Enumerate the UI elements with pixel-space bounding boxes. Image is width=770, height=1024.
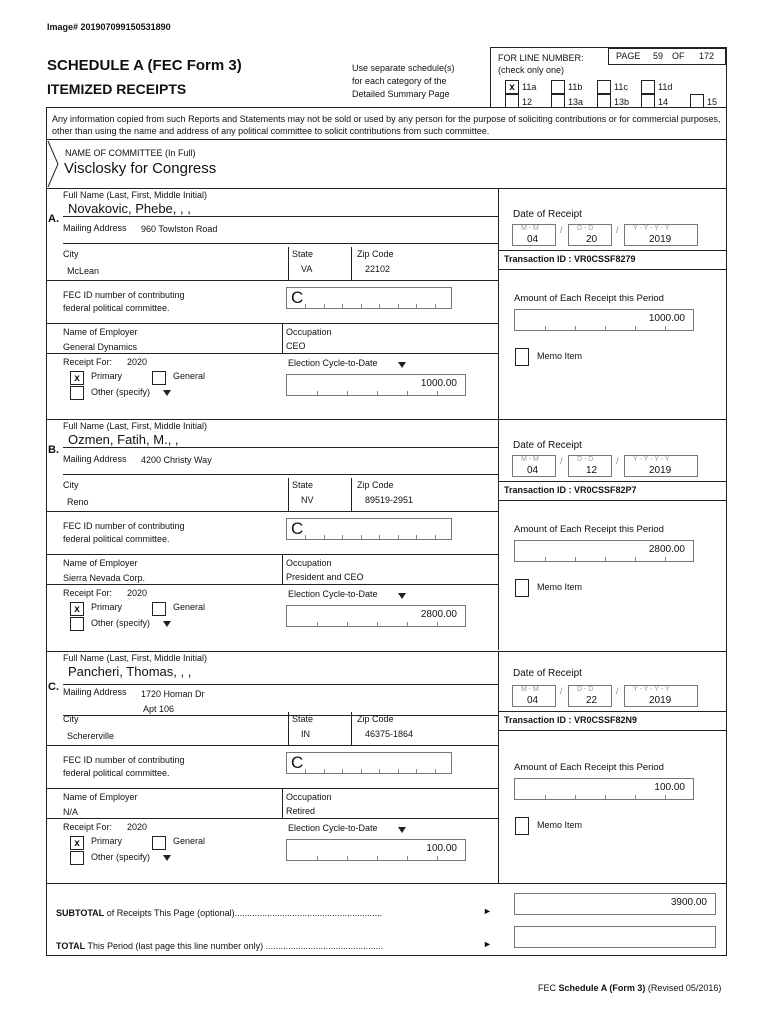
page-total: 172 bbox=[699, 51, 715, 61]
entry-a bbox=[0, 189, 770, 419]
fec-id-label: FEC ID number of contributing federal political committee. bbox=[63, 755, 185, 778]
total-label: This Period (last page this line number only) ............................................... bbox=[87, 941, 384, 951]
field-tick bbox=[342, 769, 343, 773]
amount-label: Amount of Each Receipt this Period bbox=[514, 762, 664, 773]
other-dropdown-icon[interactable] bbox=[163, 390, 171, 396]
field-tick bbox=[317, 622, 318, 626]
primary-checkbox[interactable]: x bbox=[70, 371, 84, 385]
employer-topline bbox=[46, 323, 498, 324]
employer-label: Name of Employer bbox=[63, 327, 138, 337]
line-11c-checkbox[interactable] bbox=[597, 80, 611, 94]
employer-value: N/A bbox=[63, 807, 79, 817]
field-tick bbox=[317, 391, 318, 395]
fec-id-prefix: C bbox=[291, 753, 304, 772]
occupation-value: President and CEO bbox=[286, 572, 364, 582]
totals-divider bbox=[46, 883, 727, 884]
transaction-id: Transaction ID : VR0CSSF82P7 bbox=[504, 485, 637, 495]
city-label: City bbox=[63, 714, 79, 724]
committee-name: Visclosky for Congress bbox=[64, 160, 217, 177]
field-tick bbox=[435, 535, 436, 539]
amount-label: Amount of Each Receipt this Period bbox=[514, 293, 664, 304]
address-underline bbox=[63, 715, 498, 716]
employer-value: Sierra Nevada Corp. bbox=[63, 573, 146, 583]
month-hint: M - M bbox=[521, 686, 539, 693]
state-label: State bbox=[292, 480, 314, 490]
field-tick bbox=[605, 326, 606, 330]
total-row bbox=[56, 941, 383, 951]
committee-label: NAME OF COMMITTEE (In Full) bbox=[65, 148, 196, 158]
date-underline bbox=[498, 250, 727, 251]
address-line-1: 1720 Homan Dr bbox=[141, 689, 205, 699]
city-value: McLean bbox=[67, 266, 100, 276]
page-number: 59 bbox=[653, 51, 664, 61]
year-field[interactable] bbox=[624, 455, 698, 477]
primary-label: Primary bbox=[91, 836, 122, 846]
cycle-to-date-field bbox=[286, 605, 466, 627]
image-id: Image# 201907099150531890 bbox=[47, 22, 171, 32]
occupation-divider bbox=[282, 323, 283, 353]
other-dropdown-icon[interactable] bbox=[163, 621, 171, 627]
other-dropdown-icon[interactable] bbox=[163, 855, 171, 861]
fec-id-field[interactable] bbox=[286, 287, 452, 309]
day-hint: D - D bbox=[577, 456, 594, 463]
zip-divider bbox=[351, 247, 352, 281]
subtotal-bold: SUBTOTAL bbox=[56, 908, 105, 918]
line-13a-checkbox[interactable] bbox=[551, 94, 565, 108]
line-11d-checkbox[interactable] bbox=[641, 80, 655, 94]
city-underline bbox=[46, 745, 498, 746]
page-of: OF bbox=[672, 51, 685, 61]
date-slash-2: / bbox=[616, 456, 619, 466]
zip-divider bbox=[351, 478, 352, 512]
state-value: IN bbox=[301, 729, 310, 739]
entry-c bbox=[0, 652, 770, 882]
field-tick bbox=[305, 769, 306, 773]
general-label: General bbox=[173, 602, 206, 612]
cycle-dropdown-icon[interactable] bbox=[398, 362, 406, 368]
employer-topline bbox=[46, 554, 498, 555]
occupation-divider bbox=[282, 788, 283, 818]
cycle-dropdown-icon[interactable] bbox=[398, 593, 406, 599]
field-tick bbox=[377, 391, 378, 395]
memo-item-checkbox[interactable] bbox=[515, 817, 529, 835]
right-column-divider bbox=[498, 420, 499, 650]
field-tick bbox=[575, 326, 576, 330]
city-value: Schererville bbox=[67, 731, 115, 741]
field-tick bbox=[407, 856, 408, 860]
cycle-dropdown-icon[interactable] bbox=[398, 827, 406, 833]
primary-label: Primary bbox=[91, 602, 122, 612]
field-tick bbox=[305, 535, 306, 539]
day-hint: D - D bbox=[577, 225, 594, 232]
date-of-receipt-label: Date of Receipt bbox=[513, 209, 582, 220]
other-label: Other (specify) bbox=[91, 387, 151, 397]
line-15-label: 15 bbox=[707, 97, 718, 107]
field-tick bbox=[398, 304, 399, 308]
day-hint: D - D bbox=[577, 686, 594, 693]
cycle-to-date-field bbox=[286, 839, 466, 861]
memo-item-label: Memo Item bbox=[537, 351, 583, 361]
year-value: 2019 bbox=[649, 234, 672, 245]
field-tick bbox=[324, 304, 325, 308]
field-tick bbox=[407, 622, 408, 626]
year-field[interactable] bbox=[624, 685, 698, 707]
entry-letter: B. bbox=[48, 444, 59, 456]
election-cycle-label: Election Cycle-to-Date bbox=[288, 358, 378, 368]
name-underline bbox=[63, 216, 498, 217]
month-value: 04 bbox=[527, 234, 539, 245]
city-underline bbox=[46, 511, 498, 512]
subtotal-arrow: ► bbox=[483, 906, 492, 916]
state-value: VA bbox=[301, 264, 313, 274]
month-field[interactable] bbox=[512, 685, 556, 707]
city-value: Reno bbox=[67, 497, 89, 507]
year-field[interactable] bbox=[624, 224, 698, 246]
field-tick bbox=[347, 622, 348, 626]
amount-field bbox=[514, 309, 694, 331]
field-tick bbox=[665, 557, 666, 561]
line-12-checkbox[interactable] bbox=[505, 94, 519, 108]
field-tick bbox=[545, 326, 546, 330]
date-of-receipt-label: Date of Receipt bbox=[513, 440, 582, 451]
total-arrow: ► bbox=[483, 939, 492, 949]
footer-form: Schedule A (Form 3) bbox=[558, 983, 646, 993]
field-tick bbox=[398, 769, 399, 773]
field-tick bbox=[305, 304, 306, 308]
year-hint: Y - Y - Y - Y bbox=[633, 225, 670, 232]
entry-letter: C. bbox=[48, 681, 59, 693]
field-tick bbox=[437, 622, 438, 626]
field-tick bbox=[361, 535, 362, 539]
receipt-for-label: Receipt For: bbox=[63, 588, 113, 598]
contributor-name: Pancheri, Thomas, , , bbox=[68, 664, 192, 679]
field-tick bbox=[324, 535, 325, 539]
receipt-for-year: 2020 bbox=[127, 357, 148, 367]
field-tick bbox=[435, 304, 436, 308]
occupation-label: Occupation bbox=[286, 558, 332, 568]
zip-value: 89519-2951 bbox=[365, 495, 414, 505]
field-tick bbox=[379, 304, 380, 308]
mailing-address-label: Mailing Address bbox=[63, 454, 127, 464]
primary-label: Primary bbox=[91, 371, 122, 381]
date-underline bbox=[498, 711, 727, 712]
fec-id-field[interactable] bbox=[286, 518, 452, 540]
line-13a-label: 13a bbox=[568, 97, 584, 107]
month-field[interactable] bbox=[512, 224, 556, 246]
amount-value: 100.00 bbox=[654, 782, 685, 793]
subtotal-value: 3900.00 bbox=[670, 897, 707, 908]
line-14-label: 14 bbox=[658, 97, 669, 107]
year-hint: Y - Y - Y - Y bbox=[633, 456, 670, 463]
city-label: City bbox=[63, 249, 79, 259]
day-field[interactable] bbox=[568, 685, 612, 707]
line-11a-label: 11a bbox=[522, 82, 537, 92]
other-label: Other (specify) bbox=[91, 852, 151, 862]
fec-id-prefix: C bbox=[291, 519, 304, 538]
occupation-divider bbox=[282, 554, 283, 584]
subtotal-box bbox=[514, 893, 716, 915]
field-tick bbox=[575, 795, 576, 799]
field-tick bbox=[605, 557, 606, 561]
month-value: 04 bbox=[527, 465, 539, 476]
state-divider bbox=[288, 247, 289, 281]
employer-underline bbox=[46, 584, 498, 585]
contributor-name: Novakovic, Phebe, , , bbox=[68, 201, 191, 216]
field-tick bbox=[605, 795, 606, 799]
date-slash-1: / bbox=[560, 225, 563, 235]
address-line-2: Apt 106 bbox=[143, 704, 175, 714]
employer-value: General Dynamics bbox=[63, 342, 138, 352]
day-value: 22 bbox=[586, 695, 598, 706]
field-tick bbox=[324, 769, 325, 773]
disclaimer-divider bbox=[46, 139, 727, 140]
general-label: General bbox=[173, 371, 206, 381]
field-tick bbox=[575, 557, 576, 561]
transaction-underline bbox=[498, 500, 727, 501]
year-value: 2019 bbox=[649, 465, 672, 476]
occupation-label: Occupation bbox=[286, 792, 332, 802]
fec-id-label: FEC ID number of contributing federal political committee. bbox=[63, 290, 185, 313]
entry-letter: A. bbox=[48, 213, 59, 225]
field-tick bbox=[379, 769, 380, 773]
state-value: NV bbox=[301, 495, 314, 505]
day-value: 12 bbox=[586, 465, 598, 476]
general-label: General bbox=[173, 836, 206, 846]
footer-prefix: FEC bbox=[538, 983, 556, 993]
footer-revised: (Revised 05/2016) bbox=[647, 983, 722, 993]
city-underline bbox=[46, 280, 498, 281]
amount-value: 1000.00 bbox=[648, 313, 685, 324]
mailing-address-label: Mailing Address bbox=[63, 223, 127, 233]
transaction-underline bbox=[498, 730, 727, 731]
fec-id-label: FEC ID number of contributing federal political committee. bbox=[63, 521, 185, 544]
zip-value: 22102 bbox=[365, 264, 391, 274]
address-line-1: 960 Towlston Road bbox=[141, 224, 218, 234]
day-field[interactable] bbox=[568, 455, 612, 477]
instructions-text: Use separate schedule(s) for each category of the Detailed Summary Page bbox=[352, 63, 455, 99]
year-hint: Y - Y - Y - Y bbox=[633, 686, 670, 693]
date-slash-2: / bbox=[616, 225, 619, 235]
election-cycle-label: Election Cycle-to-Date bbox=[288, 823, 378, 833]
other-checkbox[interactable] bbox=[70, 851, 84, 865]
total-bold: TOTAL bbox=[56, 941, 86, 951]
memo-item-checkbox[interactable] bbox=[515, 579, 529, 597]
field-tick bbox=[416, 304, 417, 308]
schedule-title: SCHEDULE A (FEC Form 3) bbox=[47, 57, 242, 74]
receipt-for-year: 2020 bbox=[127, 588, 148, 598]
employer-label: Name of Employer bbox=[63, 792, 138, 802]
disclaimer: Any information copied from such Reports and Statements may not be sold or used by any person for the purpose of soliciting contributions or for commercial purposes, other than using the name and address of any political committee to solicit contributions from such committee. bbox=[52, 114, 721, 136]
zip-label: Zip Code bbox=[357, 480, 394, 490]
month-value: 04 bbox=[527, 695, 539, 706]
itemized-receipts-title: ITEMIZED RECEIPTS bbox=[47, 81, 187, 97]
memo-item-label: Memo Item bbox=[537, 582, 583, 592]
field-tick bbox=[635, 326, 636, 330]
employer-underline bbox=[46, 818, 498, 819]
frame-bottom bbox=[46, 955, 727, 956]
total-box bbox=[514, 926, 716, 948]
field-tick bbox=[361, 304, 362, 308]
receipt-for-label: Receipt For: bbox=[63, 357, 113, 367]
field-tick bbox=[377, 856, 378, 860]
contributor-name: Ozmen, Fatih, M., , bbox=[68, 432, 179, 447]
subtotal-row bbox=[56, 908, 382, 918]
state-label: State bbox=[292, 714, 314, 724]
amount-label: Amount of Each Receipt this Period bbox=[514, 524, 664, 535]
full-name-label: Full Name (Last, First, Middle Initial) bbox=[63, 653, 208, 663]
date-slash-2: / bbox=[616, 686, 619, 696]
address-underline bbox=[63, 474, 498, 475]
state-divider bbox=[288, 712, 289, 746]
frame-top bbox=[46, 107, 727, 108]
month-field[interactable] bbox=[512, 455, 556, 477]
line-14-checkbox[interactable] bbox=[641, 94, 655, 108]
employer-label: Name of Employer bbox=[63, 558, 138, 568]
field-tick bbox=[665, 795, 666, 799]
date-of-receipt-label: Date of Receipt bbox=[513, 668, 582, 679]
zip-value: 46375-1864 bbox=[365, 729, 414, 739]
line-number-label: FOR LINE NUMBER: bbox=[498, 53, 584, 63]
field-tick bbox=[437, 856, 438, 860]
occupation-value: Retired bbox=[286, 806, 316, 816]
fec-id-field[interactable] bbox=[286, 752, 452, 774]
field-tick bbox=[342, 304, 343, 308]
field-tick bbox=[545, 795, 546, 799]
line-13b-checkbox[interactable] bbox=[597, 94, 611, 108]
subtotal-label: of Receipts This Page (optional)........................................................... bbox=[106, 908, 383, 918]
date-slash-1: / bbox=[560, 686, 563, 696]
memo-item-checkbox[interactable] bbox=[515, 348, 529, 366]
primary-checkbox[interactable]: x bbox=[70, 602, 84, 616]
entry-b bbox=[0, 420, 770, 650]
field-tick bbox=[398, 535, 399, 539]
date-slash-1: / bbox=[560, 456, 563, 466]
line-11c-label: 11c bbox=[614, 82, 628, 92]
amount-field bbox=[514, 778, 694, 800]
committee-chevron bbox=[46, 139, 66, 189]
transaction-underline bbox=[498, 269, 727, 270]
general-checkbox[interactable] bbox=[152, 371, 166, 385]
line-11a-checkbox[interactable]: x bbox=[505, 80, 519, 94]
field-tick bbox=[317, 856, 318, 860]
check-only-one: (check only one) bbox=[498, 65, 565, 75]
zip-label: Zip Code bbox=[357, 714, 394, 724]
line-11d-label: 11d bbox=[658, 82, 673, 92]
zip-divider bbox=[351, 712, 352, 746]
line-11b-label: 11b bbox=[568, 82, 583, 92]
full-name-label: Full Name (Last, First, Middle Initial) bbox=[63, 190, 208, 200]
mailing-address-label: Mailing Address bbox=[63, 687, 127, 697]
day-field[interactable] bbox=[568, 224, 612, 246]
amount-value: 2800.00 bbox=[648, 544, 685, 555]
line-12-label: 12 bbox=[522, 97, 533, 107]
page-label: PAGE bbox=[616, 51, 641, 61]
line-11b-checkbox[interactable] bbox=[551, 80, 565, 94]
receipt-for-label: Receipt For: bbox=[63, 822, 113, 832]
field-tick bbox=[379, 535, 380, 539]
primary-checkbox[interactable]: x bbox=[70, 836, 84, 850]
amount-field bbox=[514, 540, 694, 562]
field-tick bbox=[416, 769, 417, 773]
general-checkbox[interactable] bbox=[152, 602, 166, 616]
field-tick bbox=[347, 391, 348, 395]
election-cycle-label: Election Cycle-to-Date bbox=[288, 589, 378, 599]
cycle-to-date-value: 1000.00 bbox=[420, 378, 457, 389]
employer-topline bbox=[46, 788, 498, 789]
month-hint: M - M bbox=[521, 456, 539, 463]
cycle-to-date-value: 100.00 bbox=[426, 843, 457, 854]
address-line-1: 4200 Christy Way bbox=[141, 455, 212, 465]
general-checkbox[interactable] bbox=[152, 836, 166, 850]
month-hint: M - M bbox=[521, 225, 539, 232]
transaction-id: Transaction ID : VR0CSSF82N9 bbox=[504, 715, 638, 725]
memo-item-label: Memo Item bbox=[537, 820, 583, 830]
year-value: 2019 bbox=[649, 695, 672, 706]
right-column-divider bbox=[498, 652, 499, 883]
day-value: 20 bbox=[586, 234, 598, 245]
full-name-label: Full Name (Last, First, Middle Initial) bbox=[63, 421, 208, 431]
cycle-to-date-field bbox=[286, 374, 466, 396]
field-tick bbox=[635, 795, 636, 799]
transaction-id: Transaction ID : VR0CSSF8279 bbox=[504, 254, 636, 264]
field-tick bbox=[665, 326, 666, 330]
field-tick bbox=[435, 769, 436, 773]
city-label: City bbox=[63, 480, 79, 490]
state-divider bbox=[288, 478, 289, 512]
state-label: State bbox=[292, 249, 314, 259]
other-label: Other (specify) bbox=[91, 618, 151, 628]
occupation-value: CEO bbox=[286, 341, 306, 351]
address-underline bbox=[63, 243, 498, 244]
field-tick bbox=[545, 557, 546, 561]
field-tick bbox=[377, 622, 378, 626]
right-column-divider bbox=[498, 189, 499, 419]
field-tick bbox=[407, 391, 408, 395]
cycle-to-date-value: 2800.00 bbox=[420, 609, 457, 620]
field-tick bbox=[361, 769, 362, 773]
fec-id-prefix: C bbox=[291, 288, 304, 307]
line-13b-label: 13b bbox=[614, 97, 630, 107]
occupation-label: Occupation bbox=[286, 327, 332, 337]
other-checkbox[interactable] bbox=[70, 386, 84, 400]
date-underline bbox=[498, 481, 727, 482]
field-tick bbox=[635, 557, 636, 561]
other-checkbox[interactable] bbox=[70, 617, 84, 631]
field-tick bbox=[437, 391, 438, 395]
zip-label: Zip Code bbox=[357, 249, 394, 259]
line-15-checkbox[interactable] bbox=[690, 94, 704, 108]
footer bbox=[538, 983, 721, 993]
field-tick bbox=[416, 535, 417, 539]
name-underline bbox=[63, 684, 498, 685]
name-underline bbox=[63, 447, 498, 448]
field-tick bbox=[347, 856, 348, 860]
employer-underline bbox=[46, 353, 498, 354]
receipt-for-year: 2020 bbox=[127, 822, 148, 832]
field-tick bbox=[342, 535, 343, 539]
